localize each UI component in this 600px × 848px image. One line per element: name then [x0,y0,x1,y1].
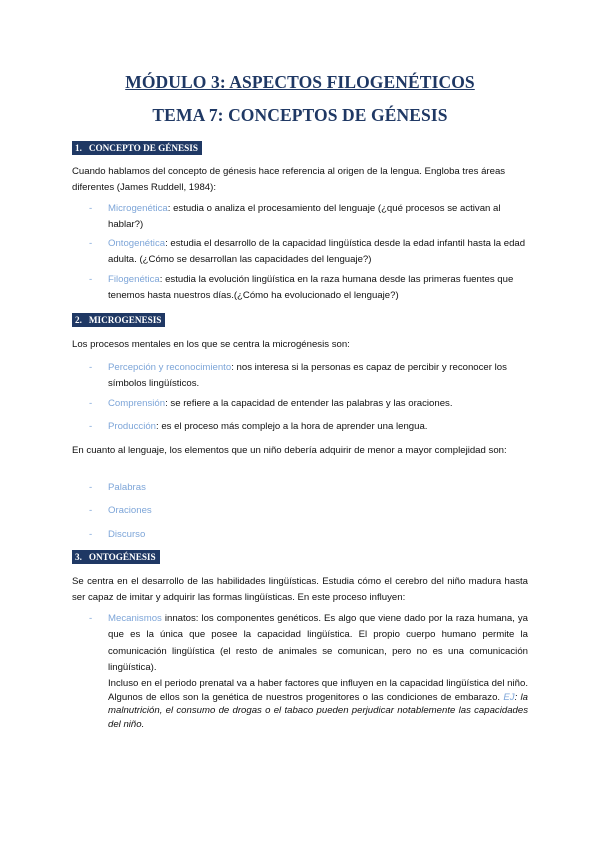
list-item-ontogenetica [108,236,528,269]
list-item-microgenetica [108,201,528,234]
prenatal-text: Incluso en el periodo prenatal va a haber factores que influyen en la capacidad lingüística del niño. Algunos de ellos son la genética de nuestros progenitores o las condiciones de embarazo. [108,678,528,703]
bullet-marker: - [89,505,93,516]
paragraph-intro-genesis: Cuando hablamos del concepto de génesis hace referencia al origen de la lengua. Engloba tres áreas diferentes (James Ruddell, 1984): [72,166,506,194]
term-palabras: Palabras [108,482,146,493]
term-comprension: Comprensión [108,398,166,409]
section-number: 1. [75,143,82,153]
bullet-marker: - [89,482,93,493]
section-number: 2. [75,315,82,325]
bullet-marker: - [89,238,93,249]
section-number: 3. [75,552,82,562]
list-item-comprension [108,396,528,412]
item-text: : estudia o analiza el procesamiento del lenguaje (¿qué procesos se activan al hablar?) [108,203,501,231]
item-text: : se refiere a la capacidad de entender las palabras y las oraciones. [165,398,453,409]
section-title: MICROGENESIS [88,315,162,325]
item-text: innatos: los componentes genéticos. Es algo que viene dado por la raza humana, ya que es la única que posee la capacidad lingüística. El propio cuerpo humano permite la comunicación lingüística (el resto de animales se comunican, pero no es una comunicación lingüística). [108,613,528,673]
term-filogenetica: Filogenética [108,274,160,285]
section-heading-microgenesis [72,313,165,327]
section-title: CONCEPTO DE GÉNESIS [88,143,198,153]
bullet-marker: - [89,203,93,214]
item-text: : es el proceso más complejo a la hora de aprender una lengua. [156,421,428,432]
term-mecanismos: Mecanismos [108,613,162,624]
term-microgenetica: Microgenética [108,203,168,214]
list-item-oraciones [108,503,528,519]
section-heading-concepto [72,141,202,155]
tema-title: TEMA 7: CONCEPTOS DE GÉNESIS [152,105,448,125]
paragraph-ontogenesis-intro: Se centra en el desarrollo de las habilidades lingüísticas. Estudia cómo el cerebro del niño madura hasta ser capaz de imitar y adquirir las formas lingüísticas. En este proceso influyen: [72,576,528,604]
bullet-marker: - [89,274,93,285]
term-discurso: Discurso [108,529,146,540]
list-item-discurso [108,527,528,543]
bullet-marker: - [89,398,93,409]
item-text: : estudia la evolución lingüística en la raza humana desde las primeras fuentes que tenemos hasta nuestros días.(¿Cómo ha evolucionado el lenguaje?) [108,274,514,302]
item-text: : nos interesa si la personas es capaz de percibir y reconocer los símbolos lingüísticos. [108,362,507,390]
bullet-marker: - [89,529,93,540]
term-oraciones: Oraciones [108,505,152,516]
list-item-mecanismos [108,611,528,676]
list-item-filogenetica [108,272,528,305]
term-ontogenetica: Ontogenética [108,238,166,249]
term-percepcion: Percepción y reconocimiento [108,362,232,373]
list-item-percepcion [108,360,528,393]
bullet-marker: - [89,613,93,624]
item-text: : estudia el desarrollo de la capacidad lingüística desde la edad infantil hasta la edad adulta. (¿Cómo se desarrollan las capacidades del lenguaje?) [108,238,526,266]
list-item-palabras [108,480,528,496]
paragraph-prenatal [108,677,528,731]
module-title: MÓDULO 3: ASPECTOS FILOGENÉTICOS [125,72,475,92]
bullet-marker: - [89,362,93,373]
paragraph-procesos: Los procesos mentales en los que se centra la microgénesis son: [72,339,350,350]
paragraph-elementos: En cuanto al lenguaje, los elementos que un niño debería adquirir de menor a mayor complejidad son: [72,445,507,456]
term-produccion: Producción [108,421,156,432]
example-label: EJ [503,691,515,703]
bullet-marker: - [89,421,93,432]
list-item-produccion [108,419,528,435]
example-text: : la malnutrición, el consumo de drogas o el tabaco pueden perjudicar notablemente las capacidades del niño. [108,691,528,730]
section-title: ONTOGÉNESIS [88,552,156,562]
section-heading-ontogenesis [72,550,160,564]
